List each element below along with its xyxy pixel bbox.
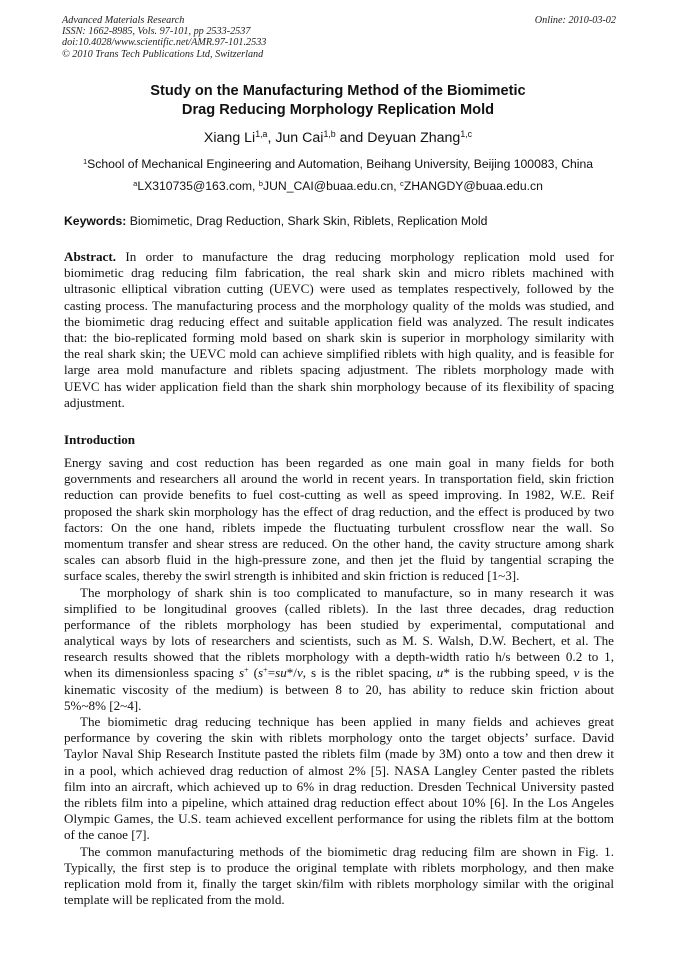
paragraph-line: surface scales, thereby the swirl strength is inhibited and skin friction is reduced [1~3]. xyxy=(64,568,520,584)
author-separator: and xyxy=(335,130,368,146)
affiliation xyxy=(62,156,614,172)
author-affil-sup: 1,c xyxy=(460,129,473,140)
abstract-line: biomimetic drag reducing film fabrication, the real shark skin and micro riblets machined with xyxy=(64,265,614,281)
section-heading-introduction: Introduction xyxy=(64,432,136,447)
title-line-1: Study on the Manufacturing Method of the Biomimetic xyxy=(150,83,526,99)
paragraph-line: analytical ways by lots of researchers and scientists, such as M. S. Walsh, D.W. Bechert, et al. The xyxy=(64,633,614,649)
paragraph-line: governments and researchers all around the world in recent years. In transportation field, skin friction xyxy=(64,471,614,487)
email-sup: c xyxy=(400,178,404,188)
abstract-line: large area mold manufacture and riblets spacing adjustment. The riblets morphology made with xyxy=(64,362,614,378)
paragraph-line: The morphology of shark shin is too complicated to manufacture, so in many research it was xyxy=(80,584,614,600)
paragraph-line: replication mold from it, finally the target skin/film with riblets morphology similar with the original xyxy=(64,875,614,891)
paragraph-line: Energy saving and cost reduction has been regarded as one main goal in many fields for both xyxy=(64,455,614,470)
paragraph-line: momentum transfer and shear stress are reduced. On the other hand, the cavity structure among shark xyxy=(64,535,614,551)
keywords-label: Keywords: xyxy=(64,214,127,228)
paragraph-line: simplified to be longitudinal grooves (called riblets). In the last three decades, drag reduction xyxy=(64,600,614,616)
paragraph-line: scales can absorb fluid in the high-pressure zone, and then jet the fluid by tangential scraping the xyxy=(64,552,614,568)
journal-header xyxy=(62,15,462,60)
abstract-line: UEVC has wider application field than the shark shin morphology because of its flexibility of spacing xyxy=(64,378,614,394)
introduction-body xyxy=(64,455,614,908)
keywords xyxy=(64,213,616,229)
author-separator: , xyxy=(267,130,276,146)
author-affil-sup: 1,a xyxy=(255,129,268,140)
paragraph-line: reduction can provide benefits to fuel cost-cutting as well as speed improving. In 1982, W.E. Reif xyxy=(64,487,614,503)
paragraph-line: research results showed that the riblets morphology with a depth-width ratio h/s between 0.2 to 1, xyxy=(64,649,614,665)
online-date: Online: 2010-03-02 xyxy=(534,15,616,26)
author-affil-sup: 1,b xyxy=(323,129,336,140)
paragraph-line: Olympic Games, the U.S. team achieved excellent performance for using the riblets film at the bottom xyxy=(64,811,614,827)
paragraph-line: The biomimetic drag reducing technique has been applied in many fields and achieves great xyxy=(80,714,614,729)
email-link[interactable]: LX310735@163.com, xyxy=(137,179,259,193)
email-link[interactable]: JUN_CAI@buaa.edu.cn, xyxy=(263,179,401,193)
paragraph-line: in a pool, which achieved drag reduction of almost 2% [5]. NASA Langley Center pasted the riblets xyxy=(64,762,614,778)
paragraph-line: when its dimensionless spacing s+ (s+=su*/v, s is the riblet spacing, u* is the rubbing speed, v is the xyxy=(64,665,615,681)
paragraph-line: 5%~8% [2~4]. xyxy=(64,697,142,713)
abstract-line: Abstract. In order to manufacture the drag reducing morphology replication mold used for xyxy=(64,249,614,264)
paragraph-line: performance by covering the skin with riblets morphology onto the target objects’ surface. David xyxy=(64,730,614,746)
affiliation-sup: 1 xyxy=(82,156,88,166)
paragraph-line: film into an aircraft, which achieved up to 6% in drag reduction. Dresden Technical University pasted xyxy=(64,778,614,794)
email-sup: a xyxy=(133,178,138,188)
paragraph-line: performance of the riblets morphology has been studied by experimental, computational and xyxy=(64,616,614,632)
paragraph-line: Taylor Naval Ship Research Institute pasted the riblets film (made by 3M) onto a tow and then drew it xyxy=(64,746,614,762)
email-sup: b xyxy=(258,178,263,188)
author-list xyxy=(62,129,614,147)
journal-doi[interactable]: doi:10.4028/www.scientific.net/AMR.97-101.2533 xyxy=(62,37,267,49)
paragraph-line: the riblets film into a pipeline, which attained drag reduction effect about 10% [6]. In the Los Angeles xyxy=(64,794,614,810)
abstract-line: that: the bio-replicated forming mold based on shark skin is superior in morphology similarity with xyxy=(64,329,614,345)
paragraph-line: The common manufacturing methods of the biomimetic drag reducing film are shown in Fig. 1. xyxy=(80,843,614,859)
paper-title xyxy=(62,82,614,120)
affiliation-text: School of Mechanical Engineering and Automation, Beihang University, Beijing 100083, China xyxy=(87,157,594,171)
paragraph-line: kinematic viscosity of the medium) is between 8 to 20, has ability to reduce skin friction about xyxy=(64,681,614,697)
title-line-2: Drag Reducing Morphology Replication Mold xyxy=(181,102,495,118)
abstract-line: the biomimetic drag reducing effect and suitable application field was analyzed. The result indicates xyxy=(64,313,614,329)
paragraph-line: factors: On the one hand, riblets impede the fluctuating turbulent crossflow near the wall. So xyxy=(64,519,614,535)
journal-copyright: © 2010 Trans Tech Publications Ltd, Switzerland xyxy=(62,48,264,60)
paragraph-line: of the canoe [7]. xyxy=(64,827,150,843)
abstract-line: the real shark skin; the UEVC mold can achieve simplified riblets with high quality, and is feasible for xyxy=(64,346,614,362)
paragraph-line: proposed the shark skin morphology has the effect of drag reduction, and the effect is produced by two xyxy=(64,503,614,519)
abstract-label: Abstract. xyxy=(64,249,116,264)
abstract xyxy=(64,249,614,411)
keywords-text: Biomimetic, Drag Reduction, Shark Skin, Riblets, Replication Mold xyxy=(126,214,488,228)
email-link[interactable]: ZHANGDY@buaa.edu.cn xyxy=(403,179,543,193)
abstract-line: ultrasonic elliptical vibration cutting (UEVC) were used as templates respectively, followed by the xyxy=(64,281,614,297)
abstract-line: adjustment. xyxy=(64,394,125,410)
paragraph-line: template will be replicated from the mold. xyxy=(64,892,285,908)
author-name: Jun Cai xyxy=(275,130,324,146)
author-name: Xiang Li xyxy=(203,130,256,146)
journal-issn: ISSN: 1662-8985, Vols. 97-101, pp 2533-2537 xyxy=(62,26,251,38)
journal-name: Advanced Materials Research xyxy=(62,15,185,26)
author-name: Deyuan Zhang xyxy=(367,130,461,146)
abstract-line: casting process. The manufacturing process and the morphology quality of the molds was studied, and xyxy=(64,297,614,313)
author-emails xyxy=(62,178,614,194)
paragraph-line: Typically, the first step is to produce the original template with riblets morphology, and then make xyxy=(64,859,614,875)
